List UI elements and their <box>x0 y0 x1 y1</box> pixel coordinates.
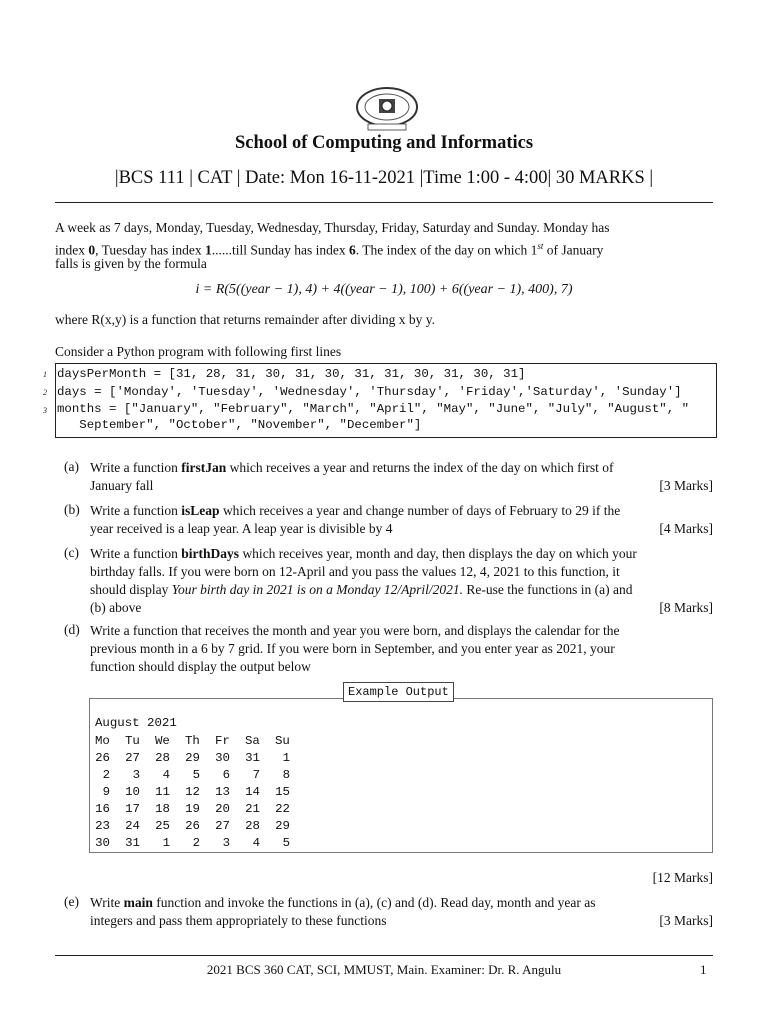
question-d: Write a function that receives the month and year you were born, and displays the calendar for the previous month in a 6 by 7 grid. If you were born in September, and you enter year as 2021, your function should display the output below <box>90 623 620 674</box>
question-c-label: (c) <box>64 545 79 560</box>
question-b: Write a function isLeap which receives a year and change number of days of February to 29 if the year received is a leap year. A leap year is divisible by 4 [4 Marks] <box>90 503 713 536</box>
calendar-date-cell: 16 <box>95 802 110 816</box>
calendar-title: August 2021 <box>95 716 177 730</box>
calendar-date-cell: 21 <box>245 802 260 816</box>
exam-header-line: |BCS 111 | CAT | Date: Mon 16-11-2021 |Time 1:00 - 4:00| 30 MARKS | <box>114 168 654 188</box>
calendar-date-cell: 2 <box>102 768 110 782</box>
code-line: days = ['Monday', 'Tuesday', 'Wednesday', 'Thursday', 'Friday','Saturday', 'Sunday'] <box>57 385 682 399</box>
calendar-date-cell: 3 <box>222 836 230 850</box>
question-e: Write main function and invoke the functions in (a), (c) and (d). Read day, month and year as integers and pass them appropriately to these functions [3 Marks] <box>90 895 713 928</box>
calendar-date-cell: 10 <box>125 785 140 799</box>
calendar-date-cell: 19 <box>185 802 200 816</box>
calendar-date-cell: 7 <box>252 768 260 782</box>
calendar-date-cell: 17 <box>125 802 140 816</box>
calendar-date-cell: 24 <box>125 819 140 833</box>
header-divider <box>55 202 713 203</box>
calendar-date-cell: 4 <box>252 836 260 850</box>
calendar-date-cell: 20 <box>215 802 230 816</box>
calendar-date-cell: 28 <box>155 751 170 765</box>
calendar-date-cell: 28 <box>245 819 260 833</box>
calendar-date-cell: 30 <box>215 751 230 765</box>
question-d-label: (d) <box>64 622 80 637</box>
code-line-number: 3 <box>43 406 47 415</box>
question-d-marks: [12 Marks] <box>652 870 713 885</box>
example-output-label: Example Output <box>343 682 454 702</box>
calendar-date-cell: 29 <box>275 819 290 833</box>
intro-line-1: A week as 7 days, Monday, Tuesday, Wednesday, Thursday, Friday, Saturday and Sunday. Monday has <box>55 220 610 235</box>
calendar-day-header: Fr <box>215 734 230 748</box>
calendar-date-cell: 18 <box>155 802 170 816</box>
question-a: Write a function firstJan which receives a year and returns the index of the day on which first of January fall [3 Marks] <box>90 460 713 493</box>
calendar-date-cell: 6 <box>222 768 230 782</box>
intro-line-3: falls is given by the formula <box>55 256 207 271</box>
calendar-day-header: Mo <box>95 734 110 748</box>
question-b-label: (b) <box>64 502 80 517</box>
calendar-date-cell: 11 <box>155 785 170 799</box>
calendar-date-cell: 13 <box>215 785 230 799</box>
question-b-marks: [4 Marks] <box>659 521 713 536</box>
question-a-marks: [3 Marks] <box>659 478 713 493</box>
calendar-date-cell: 15 <box>275 785 290 799</box>
question-c: Write a function birthDays which receives year, month and day, then displays the day on which your birthday falls. If you were born on 12-April and you pass the values 12, 4, 2021 to this function, it should display Your birth day in 2021 is on a Monday 12/April/2021. Re-use the functions in (a) and (b) above [8 Marks] <box>90 546 713 615</box>
calendar-date-cell: 9 <box>102 785 110 799</box>
code-line: September", "October", "November", "December"] <box>57 418 422 432</box>
question-a-label: (a) <box>64 459 79 474</box>
calendar-day-header: Sa <box>245 734 260 748</box>
intro-line-2: index 0, Tuesday has index 1......till Sunday has index 6. The index of the day on which 1st of January <box>55 241 604 258</box>
footer-text: 2021 BCS 360 CAT, SCI, MMUST, Main. Examiner: Dr. R. Angulu <box>206 962 562 977</box>
calendar-date-cell: 30 <box>95 836 110 850</box>
calendar-date-cell: 27 <box>215 819 230 833</box>
code-line-number: 2 <box>43 388 47 397</box>
footer-divider <box>55 955 713 956</box>
calendar-date-cell: 12 <box>185 785 200 799</box>
calendar-date-cell: 2 <box>192 836 200 850</box>
question-c-marks: [8 Marks] <box>659 600 713 615</box>
page-number: 1 <box>700 962 707 977</box>
day-index-formula: i = R(5((year − 1), 4) + 4((year − 1), 100) + 6((year − 1), 400), 7) <box>195 282 573 297</box>
code-line: daysPerMonth = [31, 28, 31, 30, 31, 30, 31, 31, 30, 31, 30, 31] <box>57 367 526 381</box>
calendar-date-cell: 31 <box>125 836 140 850</box>
python-code-listing <box>43 363 717 438</box>
calendar-day-header: We <box>155 734 170 748</box>
calendar-date-cell: 14 <box>245 785 260 799</box>
calendar-date-cell: 29 <box>185 751 200 765</box>
question-e-label: (e) <box>64 894 79 909</box>
university-logo <box>354 86 420 132</box>
calendar-date-cell: 26 <box>185 819 200 833</box>
calendar-date-cell: 27 <box>125 751 140 765</box>
school-title: School of Computing and Informatics <box>234 133 534 153</box>
calendar-day-header: Th <box>185 734 200 748</box>
calendar-date-cell: 23 <box>95 819 110 833</box>
calendar-date-cell: 4 <box>162 768 170 782</box>
question-e-marks: [3 Marks] <box>659 913 713 928</box>
calendar-date-cell: 26 <box>95 751 110 765</box>
calendar-date-cell: 5 <box>192 768 200 782</box>
code-line-number: 1 <box>43 370 47 379</box>
calendar-day-header: Tu <box>125 734 140 748</box>
calendar-date-cell: 25 <box>155 819 170 833</box>
code-line: months = ["January", "February", "March", "April", "May", "June", "July", "August", " <box>57 402 690 416</box>
calendar-date-cell: 1 <box>282 751 290 765</box>
calendar-date-cell: 5 <box>282 836 290 850</box>
consider-text: Consider a Python program with following first lines <box>55 344 342 359</box>
calendar-date-cell: 31 <box>245 751 260 765</box>
calendar-day-header: Su <box>275 734 290 748</box>
calendar-date-cell: 22 <box>275 802 290 816</box>
calendar-date-cell: 8 <box>282 768 290 782</box>
calendar-date-cell: 1 <box>162 836 170 850</box>
calendar-date-cell: 3 <box>132 768 140 782</box>
where-text: where R(x,y) is a function that returns remainder after dividing x by y. <box>55 312 436 327</box>
